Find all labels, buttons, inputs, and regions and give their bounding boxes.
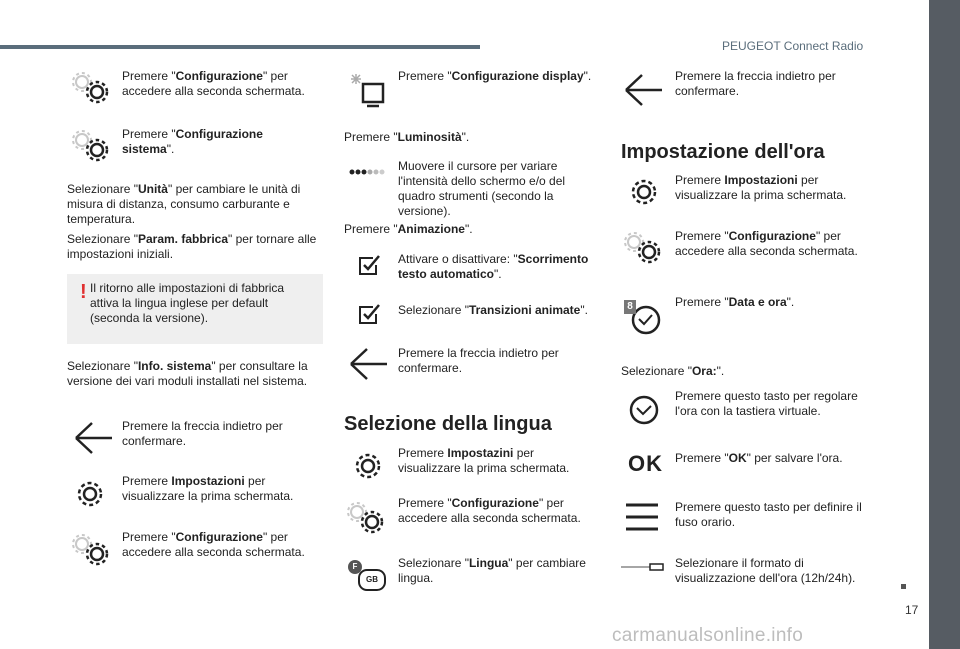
ok-icon: OK <box>628 451 663 476</box>
instruction-text: Premere "OK" per salvare l'ora. <box>675 451 843 465</box>
section-heading: Selezione della lingua <box>344 413 552 435</box>
instruction-text: Premere la freccia indietro per confermare. <box>122 419 283 448</box>
back-arrow-icon <box>72 420 114 456</box>
instruction-text: Premere questo tasto per regolare l'ora con la tastiera virtuale. <box>675 389 858 418</box>
gear-icon <box>354 452 382 480</box>
instruction-text: Premere "Configurazione" per accedere alla seconda schermata. <box>122 69 305 98</box>
instruction-text: Premere "Configurazione" per accedere alla seconda schermata. <box>398 496 581 525</box>
instruction-text: Premere "Configurazione sistema". <box>122 127 263 156</box>
instruction-text: Premere Impostazioni per visualizzare la prima schermata. <box>675 173 847 202</box>
side-band <box>929 0 960 649</box>
checkbox-icon <box>357 254 381 276</box>
instruction-text: Selezionare "Lingua" per cambiare lingua. <box>398 556 586 585</box>
page-number: 17 <box>905 603 919 617</box>
page-header-title: PEUGEOT Connect Radio <box>722 39 864 53</box>
paragraph: Premere "Luminosità". <box>344 130 470 144</box>
instruction-text: Attivare o disattivare: "Scorrimento testo automatico". <box>398 252 589 281</box>
watermark: carmanualsonline.info <box>612 625 804 646</box>
slider-dots-icon <box>348 166 388 178</box>
language-flag-icon <box>348 560 388 594</box>
display-brightness-icon <box>347 72 387 110</box>
instruction-text: Selezionare il formato di visualizzazione dell'ora (12h/24h). <box>675 556 856 585</box>
time-edit-icon <box>628 395 660 425</box>
toggle-slider-icon <box>620 562 664 572</box>
section-heading: Impostazione dell'ora <box>621 141 825 163</box>
instruction-text: Premere "Configurazione display". <box>398 69 592 83</box>
page-marker <box>901 584 906 589</box>
paragraph: Premere "Animazione". <box>344 222 473 236</box>
checkbox-icon <box>357 303 381 325</box>
instruction-text: Premere Impostazioni per visualizzare la prima schermata. <box>122 474 294 503</box>
menu-list-icon <box>624 502 660 532</box>
gear-icon <box>76 480 104 508</box>
paragraph: Selezionare "Unità" per cambiare le unità di misura di distanza, consumo carburante e temperatura. <box>67 182 301 226</box>
instruction-text: Premere "Data e ora". <box>675 295 795 309</box>
instruction-text: Premere "Configurazione" per accedere alla seconda schermata. <box>122 530 305 559</box>
double-gear-icon <box>70 128 112 164</box>
warning-icon: ! <box>80 281 87 303</box>
back-arrow-icon <box>622 72 664 108</box>
instruction-text: Premere Impostazini per visualizzare la prima schermata. <box>398 446 570 475</box>
double-gear-icon <box>622 230 664 266</box>
paragraph: Selezionare "Param. fabbrica" per tornare alle impostazioni iniziali. <box>67 232 317 261</box>
gear-icon <box>630 178 658 206</box>
double-gear-icon <box>70 70 112 106</box>
instruction-text: Premere "Configurazione" per accedere alla seconda schermata. <box>675 229 858 258</box>
clock-badge: 8 <box>624 300 636 314</box>
header-rule <box>0 45 480 49</box>
clock-icon <box>624 300 664 336</box>
instruction-text: Premere la freccia indietro per confermare. <box>398 346 559 375</box>
instruction-text: Muovere il cursore per variare l'intensità dello schermo e/o del quadro strumenti (secondo la versione). <box>398 159 566 218</box>
flag-f-badge: F <box>348 560 362 574</box>
instruction-text: Selezionare "Transizioni animate". <box>398 303 588 317</box>
note-text: Il ritorno alle impostazioni di fabbrica attiva la lingua inglese per default (seconda la versione). <box>90 281 285 325</box>
paragraph: Selezionare "Ora:". <box>621 364 725 378</box>
instruction-text: Premere la freccia indietro per confermare. <box>675 69 836 98</box>
paragraph: Selezionare "Info. sistema" per consultare la versione dei vari moduli installati nel sistema. <box>67 359 308 388</box>
double-gear-icon <box>345 500 387 536</box>
flag-gb-badge: GB <box>358 569 386 591</box>
instruction-text: Premere questo tasto per definire il fuso orario. <box>675 500 862 529</box>
back-arrow-icon <box>347 346 389 382</box>
double-gear-icon <box>70 532 112 568</box>
